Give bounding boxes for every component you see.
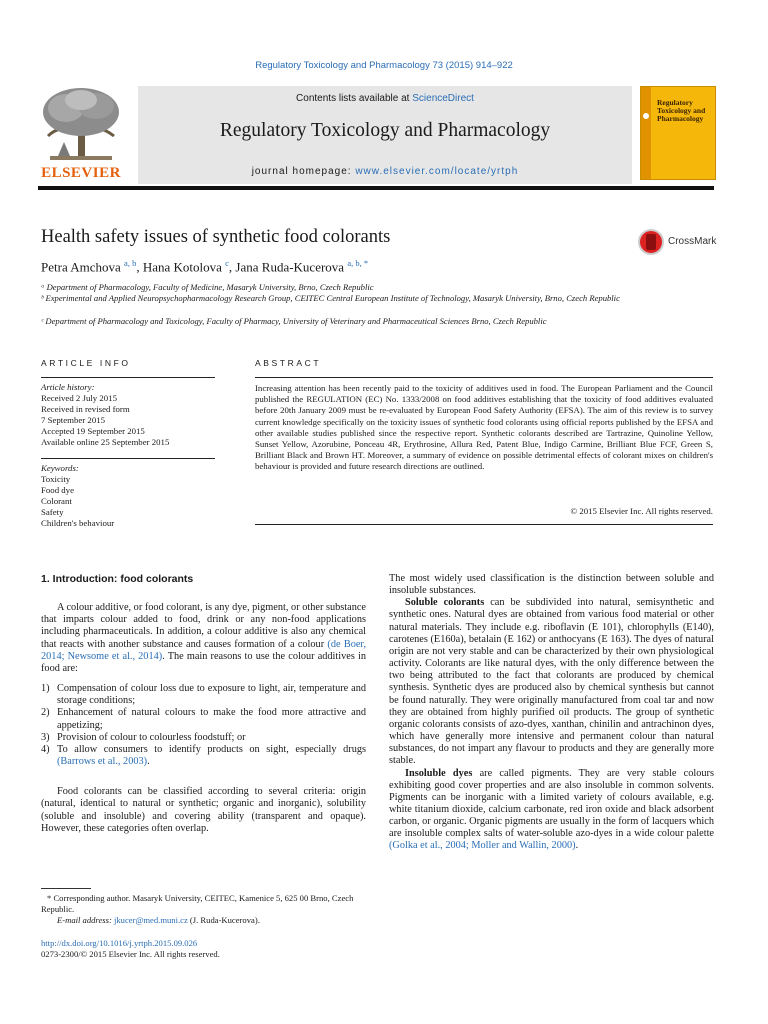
history-line: Received 2 July 2015 <box>41 393 117 403</box>
body-right-column <box>389 573 714 853</box>
list-item <box>41 707 366 731</box>
history-line: 7 September 2015 <box>41 415 106 425</box>
author-name: Hana Kotolova <box>142 259 222 275</box>
term-bold: Insoluble dyes <box>405 767 473 779</box>
list-number: 3) <box>41 731 50 743</box>
doi-link[interactable]: http://dx.doi.org/10.1016/j.yrtph.2015.09.026 <box>41 938 198 948</box>
abstract-heading: ABSTRACT <box>255 358 322 368</box>
keyword: Colorant <box>41 496 72 506</box>
homepage-prefix: journal homepage: <box>251 166 352 177</box>
crossmark-bookmark-icon <box>646 234 656 250</box>
contents-prefix: Contents lists available at <box>296 93 410 104</box>
paragraph <box>389 768 714 853</box>
affiliation-a: ᵃ Department of Pharmacology, Faculty of Medicine, Masaryk University, Brno, Czech Republic <box>41 282 374 292</box>
author-affiliation-ref[interactable]: a, b, * <box>347 258 369 268</box>
header-rule <box>38 186 714 190</box>
homepage-link[interactable]: www.elsevier.com/locate/yrtph <box>355 166 519 177</box>
history-line: Available online 25 September 2015 <box>41 437 170 447</box>
author-list: Petra Amchova $^{a, b}$, Hana Kotolova $^c$, Jana Ruda-Kucerova $^{a, b, *}$ <box>41 258 369 275</box>
author-affiliation-ref[interactable]: c <box>225 258 229 268</box>
history-label: Article history: <box>41 382 95 392</box>
list-text: Enhancement of natural colours to make the food more attractive and appetizing; <box>57 707 366 731</box>
footnote <box>41 893 376 926</box>
abstract-rule <box>255 377 713 378</box>
history-line: Accepted 19 September 2015 <box>41 426 145 436</box>
paragraph <box>389 597 714 767</box>
cover-title: Regulatory Toxicology and Pharmacology <box>657 98 706 123</box>
doi-block <box>41 938 220 960</box>
citation-link[interactable]: (Golka et al., 2004; Moller and Wallin, 2000) <box>389 840 576 852</box>
paragraph-text: A colour additive, or food colorant, is any dye, pigment, or other substance that imparts colour added to food, drink or any non-food applications including pharmaceuticals. In addition, a colour additive is also any chemical that reacts with another substance and causes formation of a colour <box>41 602 366 650</box>
paragraph: The most widely used classification is the distinction between soluble and insoluble substances. <box>389 573 714 597</box>
article-history <box>41 382 215 448</box>
journal-cover-thumbnail[interactable] <box>640 86 716 180</box>
journal-citation[interactable]: Regulatory Toxicology and Pharmacology 73 (2015) 914–922 <box>255 60 513 71</box>
contents-line <box>138 93 632 104</box>
paragraph-text: can be subdivided into natural, semisynthetic and synthetic ones. Natural dyes are obtained from various food material or other natural materials. They include e.g. riboflavin (E 101), chlorophylls (E140), carotenes (E160a), betalain (E 162) or anthocyans (E 163). The dyes of natural origin are not very stable and can be characterized by their own physiological activity. Colorants are like natural dyes, with the only difference between the two being attributed to the fact that colorants are produced by chemical synthesis. Synthetic dyes are produced also by chemical synthesis but cannot be found naturally. They were originally manufactured from coal tar and now they are obtained from highly purified oil products. The group of synthetic organic colorants consists of azo-dyes, xanthan, chinilin and antrachinon dyes, which have generally more intensive and permanent colour than natural substances, do not impart any flavour to products and they are generally more stable. <box>389 597 714 767</box>
article-info-heading: ARTICLE INFO <box>41 358 131 368</box>
author-name: Jana Ruda-Kucerova <box>235 259 345 275</box>
journal-masthead <box>138 86 632 184</box>
paragraph-text: . <box>575 840 579 852</box>
crossmark-badge[interactable] <box>638 229 718 257</box>
sciencedirect-link[interactable]: ScienceDirect <box>412 93 474 104</box>
section-heading: 1. Introduction: food colorants <box>41 573 194 585</box>
reasons-list <box>41 683 366 768</box>
list-text: Provision of colour to colourless foodstuff; or <box>57 731 246 743</box>
journal-title: Regulatory Toxicology and Pharmacology <box>219 120 551 141</box>
publisher-name: ELSEVIER <box>41 165 121 181</box>
author-name: Petra Amchova <box>41 259 121 275</box>
keyword: Toxicity <box>41 474 71 484</box>
cover-emblem-icon <box>643 113 649 119</box>
keywords-block <box>41 463 215 529</box>
list-text: Compensation of colour loss due to exposure to light, air, temperature and storage conditions; <box>57 683 366 707</box>
article-title: Health safety issues of synthetic food colorants <box>41 227 391 247</box>
term-bold: Soluble colorants <box>405 597 485 609</box>
corresponding-author-note: * Corresponding author. Masaryk University, CEITEC, Kamenice 5, 625 00 Brno, Czech Republic. <box>41 893 354 914</box>
abstract-bottom-rule <box>255 524 713 525</box>
keyword: Safety <box>41 507 64 517</box>
article-info-rule <box>41 377 215 378</box>
abstract-copyright: © 2015 Elsevier Inc. All rights reserved. <box>570 506 713 516</box>
history-line: Received in revised form <box>41 404 130 414</box>
keywords-label: Keywords: <box>41 463 79 473</box>
homepage-line <box>138 166 632 177</box>
list-item: 4) To allow consumers to identify products on sight, especially drugs (Barrows et al., 2003). <box>41 743 366 768</box>
keywords-rule <box>41 458 215 459</box>
email-link[interactable]: jkucer@med.muni.cz <box>113 915 188 925</box>
body-left-column <box>41 573 366 835</box>
paragraph <box>41 602 366 675</box>
author-affiliation-ref[interactable]: a, b <box>124 258 137 268</box>
affiliation-b: ᵇ Experimental and Applied Neuropsychopharmacology Research Group, CEITEC Central European Institute of Technology, Masaryk University, Brno, Czech Republic <box>41 293 620 303</box>
list-number: 4) <box>41 743 50 755</box>
affiliation-c: ᶜ Department of Pharmacology and Toxicology, Faculty of Pharmacy, University of Veterinary and Pharmaceutical Sciences Brno, Czech Republic <box>41 316 547 326</box>
citation-link[interactable]: (de Boer, 2014; Newsome et al., 2014) <box>41 638 367 662</box>
list-item <box>41 732 366 744</box>
keyword: Food dye <box>41 485 74 495</box>
list-item <box>41 683 366 707</box>
paragraph-text: . The main reasons to use the colour additives in food are: <box>41 650 367 674</box>
keyword: Children's behaviour <box>41 518 115 528</box>
citation-link[interactable]: (Barrows et al., 2003) <box>57 756 148 768</box>
paragraph: Food colorants can be classified according to several criteria: origin (natural, identical to natural or synthetic; organic and inorganic), solubility (soluble and insoluble) and covering ability (transparent and opaque). However, these categories often overlap. <box>41 786 366 834</box>
email-tail: (J. Ruda-Kucerova). <box>189 915 260 925</box>
elsevier-logo[interactable] <box>38 86 124 182</box>
list-number: 1) <box>41 683 50 695</box>
issn-line: 0273-2300/© 2015 Elsevier Inc. All rights reserved. <box>41 949 220 959</box>
crossmark-label: CrossMark <box>668 236 717 247</box>
email-line <box>41 915 376 926</box>
list-text: To allow consumers to identify products on sight, especially drugs <box>57 743 366 755</box>
footnote-rule <box>41 888 91 889</box>
paragraph-text: are called pigments. They are very stable colours exhibiting good cover properties and are also insoluble in common solvents. Pigments can be inorganic with a limited variety of colours available, e.g. white titanium dioxide, calcium carbonate, red iron oxide and black adsorbent carbon, or organic. Organic pigments are usually in the form of lacquers which are insoluble complex salts of water-soluble azo-dyes in a wide colour palette <box>389 767 715 840</box>
email-label: E-mail address: <box>57 915 112 925</box>
cover-spine <box>641 87 651 179</box>
elsevier-tree-icon <box>38 86 124 164</box>
list-number: 2) <box>41 707 50 719</box>
abstract-text: Increasing attention has been recently paid to the toxicity of additives used in food. The European Parliament and the Council published the REGULATION (EC) No. 1333/2008 on food additives establishing that the toxicity of food additives evaluated before 20th January 2009 must be re-evaluated by European Food Safety Authority (EFSA). The aim of this review is to survey current knowledge specifically on the toxicity issues of synthetic food colorants using official reports published by the EFSA and other available studies published since the respective report. Synthetic colorants described are Tartrazine, Quinoline Yellow, Sunset Yellow, Azorubine, Ponceau 4R, Erythrosine, Allura Red, Patent Blue, Indigo Carmine, Brilliant Blue FCF, Green S, Brilliant Black and Brown HT. Moreover, a summary of evidence on possible detrimental effects of colorant mixes on children's behaviour is provided and future research directions are outlined. <box>255 383 713 472</box>
